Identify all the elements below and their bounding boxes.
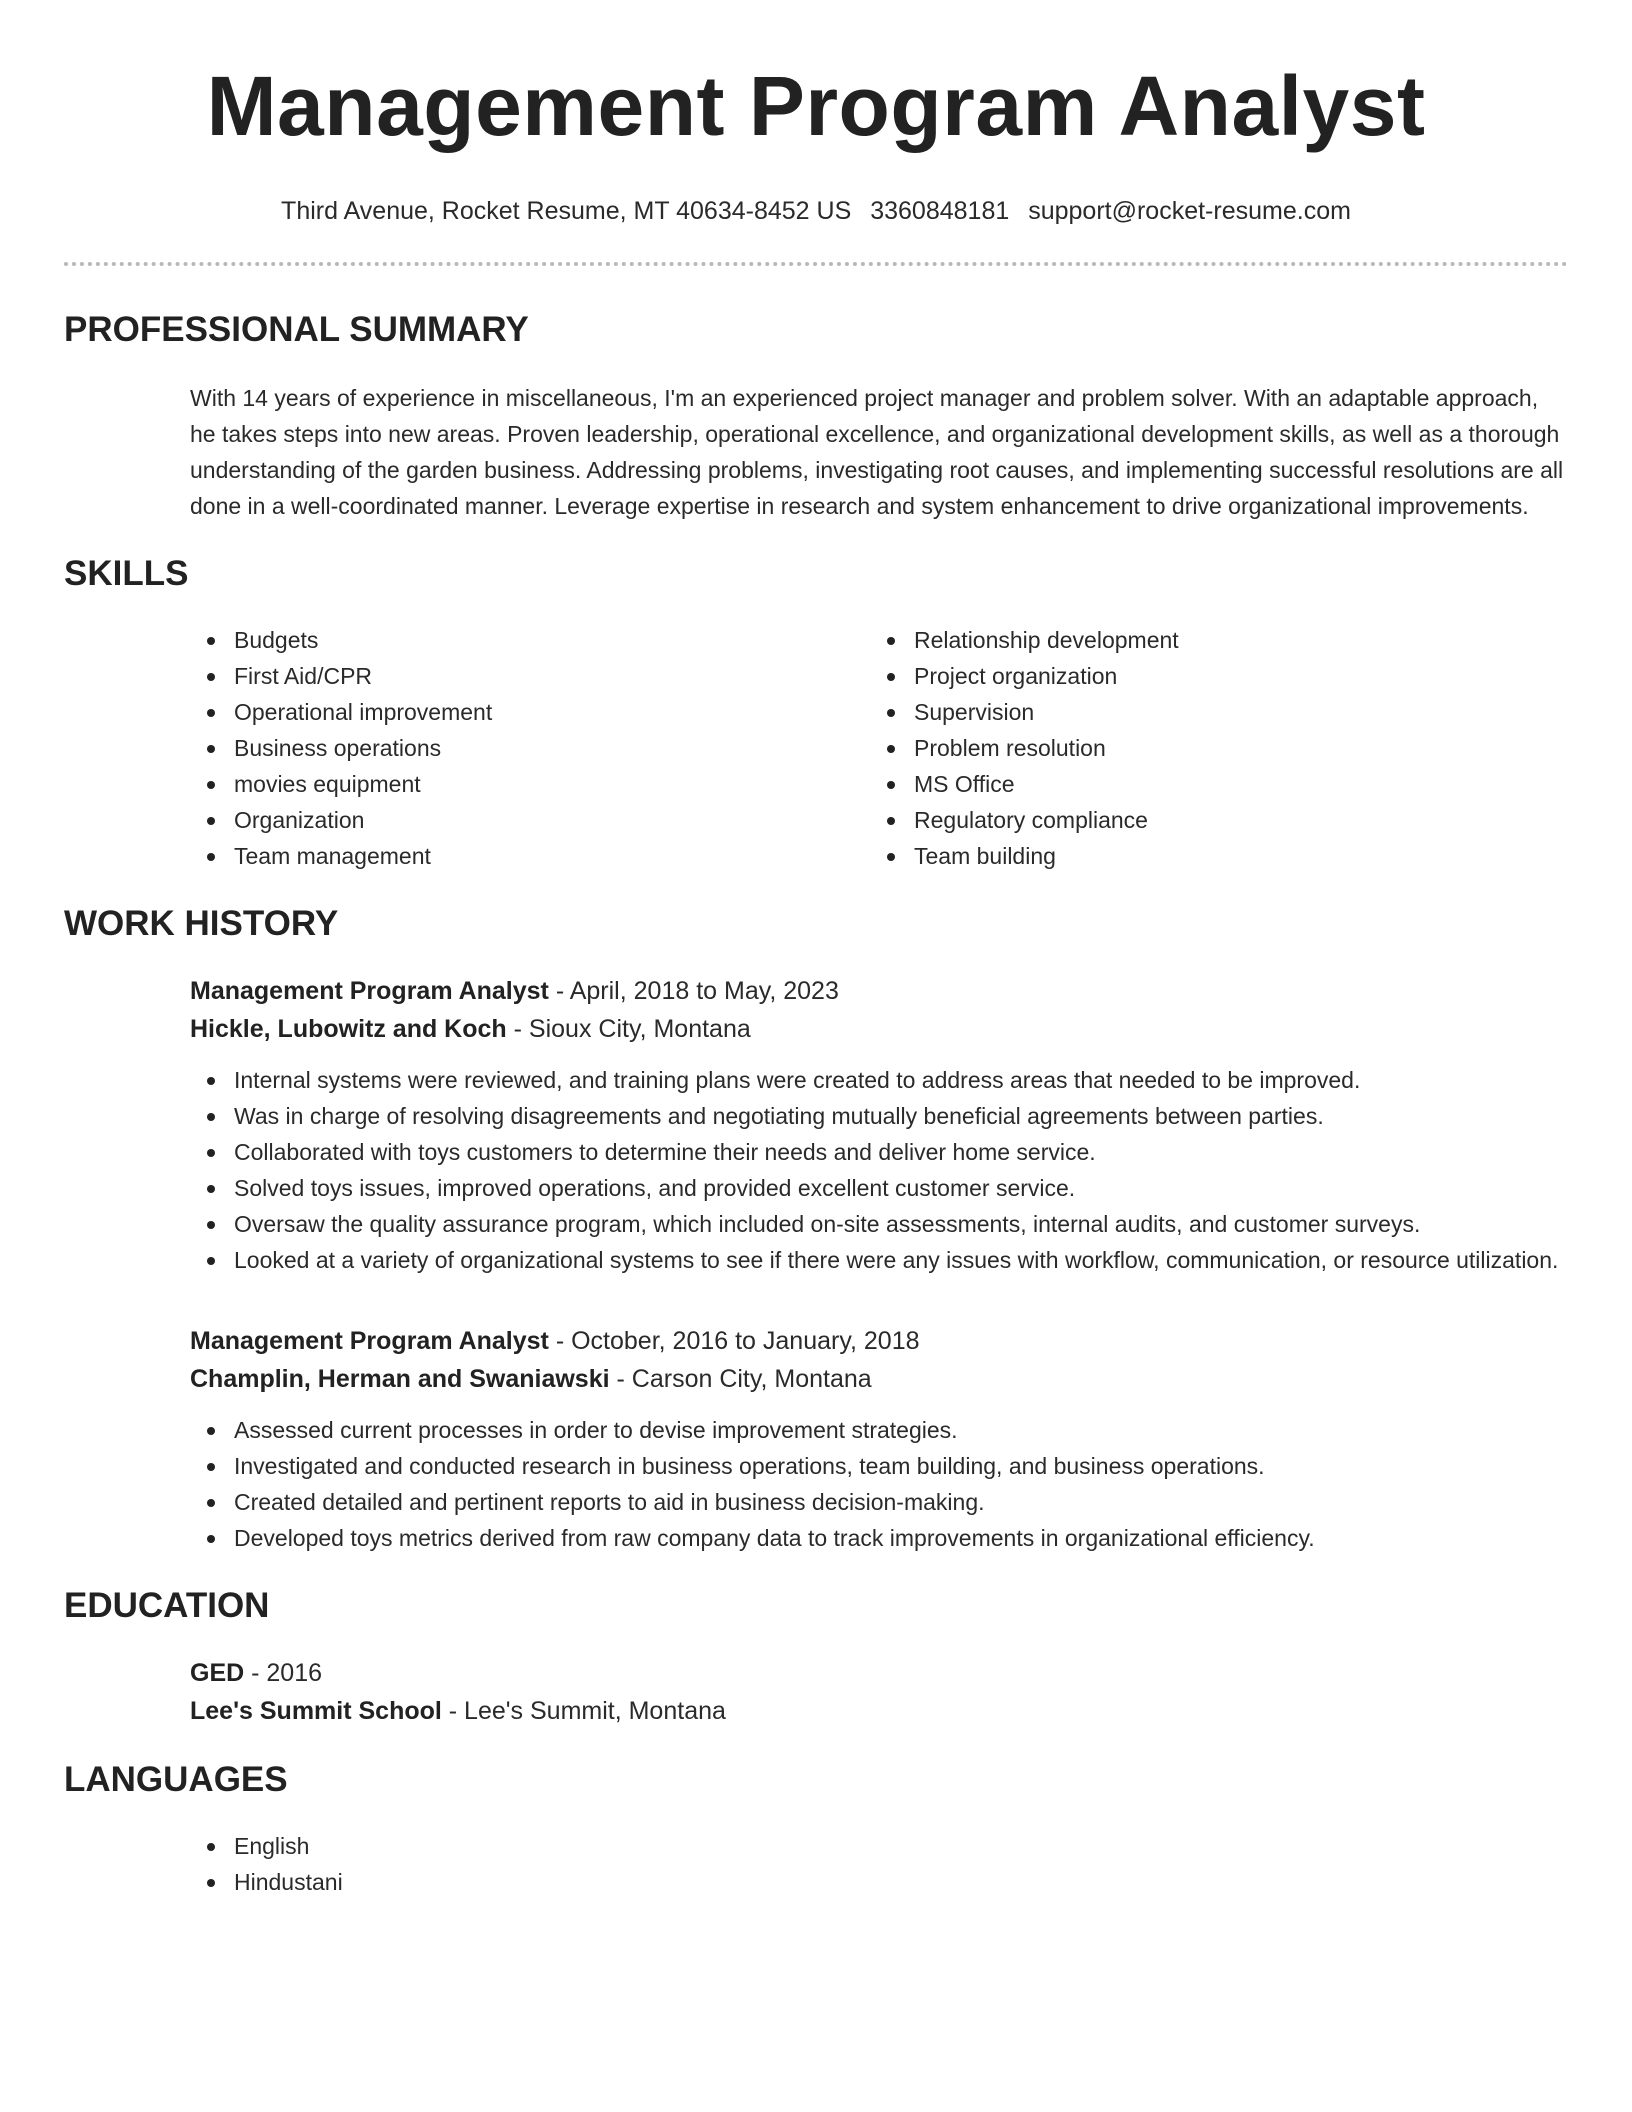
education-heading: EDUCATION bbox=[64, 1586, 270, 1625]
skill-item: Regulatory compliance bbox=[914, 802, 1550, 838]
education-year: - 2016 bbox=[244, 1659, 323, 1687]
education-degree-line bbox=[190, 1654, 1568, 1692]
job-location: - Sioux City, Montana bbox=[506, 1015, 751, 1043]
skills-list-right bbox=[870, 622, 1550, 874]
skill-item: Budgets bbox=[234, 622, 870, 658]
language-item: English bbox=[234, 1828, 1568, 1864]
contact-line bbox=[64, 196, 1568, 226]
job-duties bbox=[190, 1412, 1568, 1556]
language-item: Hindustani bbox=[234, 1864, 1568, 1900]
job-company: Hickle, Lubowitz and Koch bbox=[190, 1015, 507, 1043]
job-duty: Internal systems were reviewed, and training plans were created to address areas that needed to be improved. bbox=[234, 1062, 1568, 1098]
summary-heading: PROFESSIONAL SUMMARY bbox=[64, 310, 529, 349]
job-title-line bbox=[190, 1322, 1568, 1360]
skills-column-right bbox=[870, 622, 1550, 874]
skill-item: Business operations bbox=[234, 730, 870, 766]
job-duty: Created detailed and pertinent reports to aid in business decision-making. bbox=[234, 1484, 1568, 1520]
job-entry bbox=[190, 972, 1568, 1278]
job-dates: - October, 2016 to January, 2018 bbox=[548, 1327, 920, 1355]
summary-section bbox=[64, 310, 1568, 524]
education-section bbox=[64, 1586, 1568, 1730]
job-duty: Collaborated with toys customers to determine their needs and deliver home service. bbox=[234, 1134, 1568, 1170]
education-school: Lee's Summit School bbox=[190, 1697, 442, 1725]
job-company: Champlin, Herman and Swaniawski bbox=[190, 1365, 610, 1393]
job-duty: Investigated and conducted research in business operations, team building, and business operations. bbox=[234, 1448, 1568, 1484]
job-duty: Solved toys issues, improved operations, and provided excellent customer service. bbox=[234, 1170, 1568, 1206]
skill-item: Team building bbox=[914, 838, 1550, 874]
job-company-line bbox=[190, 1010, 1568, 1048]
candidate-name: Management Program Analyst bbox=[206, 59, 1426, 153]
job-position: Management Program Analyst bbox=[190, 1327, 549, 1355]
skill-item: First Aid/CPR bbox=[234, 658, 870, 694]
contact-phone: 3360848181 bbox=[870, 197, 1010, 225]
job-duty: Oversaw the quality assurance program, which included on-site assessments, internal audits, and customer surveys. bbox=[234, 1206, 1568, 1242]
skill-item: Relationship development bbox=[914, 622, 1550, 658]
skill-item: Problem resolution bbox=[914, 730, 1550, 766]
job-duty: Looked at a variety of organizational systems to see if there were any issues with workflow, communication, or resource utilization. bbox=[234, 1242, 1568, 1278]
job-company-line bbox=[190, 1360, 1568, 1398]
resume-page bbox=[64, 0, 1568, 1900]
education-location: - Lee's Summit, Montana bbox=[441, 1697, 726, 1725]
skills-list-left bbox=[190, 622, 870, 874]
job-duties bbox=[190, 1062, 1568, 1278]
skills-heading: SKILLS bbox=[64, 554, 189, 593]
languages-block bbox=[190, 1828, 1568, 1900]
education-school-line bbox=[190, 1692, 1568, 1730]
education-degree: GED bbox=[190, 1659, 245, 1687]
skill-item: Supervision bbox=[914, 694, 1550, 730]
resume-header bbox=[64, 0, 1568, 226]
job-location: - Carson City, Montana bbox=[609, 1365, 872, 1393]
skill-item: Organization bbox=[234, 802, 870, 838]
education-entry bbox=[190, 1654, 1568, 1730]
work-history-heading: WORK HISTORY bbox=[64, 904, 339, 943]
languages-heading: LANGUAGES bbox=[64, 1760, 288, 1799]
contact-address: Third Avenue, Rocket Resume, MT 40634-8452 US bbox=[281, 197, 852, 225]
skill-item: Operational improvement bbox=[234, 694, 870, 730]
summary-text: With 14 years of experience in miscellaneous, I'm an experienced project manager and problem solver. With an adaptable approach, he takes steps into new areas. Proven leadership, operational excellence, and organizational development skills, as well as a thorough understanding of the garden business. Addressing problems, investigating root causes, and implementing successful resolutions are all done in a well-coordinated manner. Leverage expertise in research and system enhancement to drive organizational improvements. bbox=[190, 385, 1564, 519]
job-title-line bbox=[190, 972, 1568, 1010]
job-duty: Was in charge of resolving disagreements and negotiating mutually beneficial agreements between parties. bbox=[234, 1098, 1568, 1134]
languages-list bbox=[190, 1828, 1568, 1900]
skill-item: movies equipment bbox=[234, 766, 870, 802]
job-duty: Assessed current processes in order to devise improvement strategies. bbox=[234, 1412, 1568, 1448]
skills-section bbox=[64, 554, 1568, 874]
job-duty: Developed toys metrics derived from raw company data to track improvements in organizational efficiency. bbox=[234, 1520, 1568, 1556]
job-position: Management Program Analyst bbox=[190, 977, 549, 1005]
languages-section bbox=[64, 1760, 1568, 1900]
skill-item: MS Office bbox=[914, 766, 1550, 802]
job-entry bbox=[190, 1322, 1568, 1556]
skills-grid bbox=[190, 622, 1568, 874]
skills-column-left bbox=[190, 622, 870, 874]
skill-item: Team management bbox=[234, 838, 870, 874]
work-history-section bbox=[64, 904, 1568, 1556]
header-divider bbox=[64, 262, 1568, 266]
contact-email: support@rocket-resume.com bbox=[1028, 197, 1351, 225]
job-dates: - April, 2018 to May, 2023 bbox=[548, 977, 839, 1005]
skill-item: Project organization bbox=[914, 658, 1550, 694]
